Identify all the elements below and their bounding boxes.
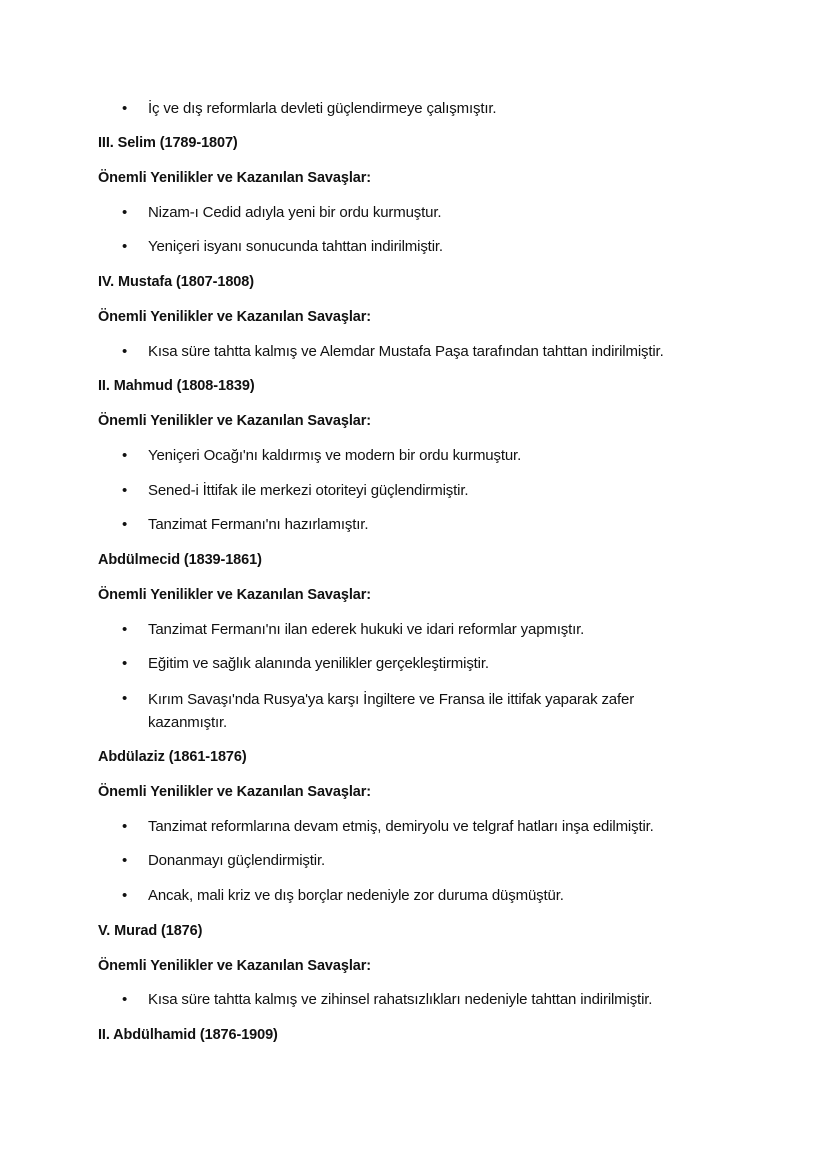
bullet-icon: • [122,204,128,221]
list-item-text: Tanzimat reformlarına devam etmiş, demiryolu ve telgraf hatları inşa edilmiştir. [148,818,654,835]
list-item-text: Tanzimat Fermanı'nı ilan ederek hukuki ve idari reformlar yapmıştır. [148,621,585,638]
list-item-text: Kısa süre tahtta kalmış ve zihinsel rahatsızlıkları nedeniyle tahttan indirilmiştir. [148,991,653,1008]
list-item-text: Sened-i İttifak ile merkezi otoriteyi güçlendirmiştir. [148,482,469,499]
bullet-icon: • [122,690,128,707]
section-title: Abdülmecid (1839-1861) [98,552,262,568]
list-item-text: Donanmayı güçlendirmiştir. [148,852,326,869]
bullet-icon: • [122,238,128,255]
bullet-icon: • [122,818,128,835]
section-title: IV. Mustafa (1807-1808) [98,274,254,290]
section-subtitle: Önemli Yenilikler ve Kazanılan Savaşlar: [98,413,371,429]
bullet-icon: • [122,482,128,499]
section-title: II. Mahmud (1808-1839) [98,378,255,394]
section-subtitle: Önemli Yenilikler ve Kazanılan Savaşlar: [98,170,371,186]
section-subtitle: Önemli Yenilikler ve Kazanılan Savaşlar: [98,784,371,800]
list-item-text: İç ve dış reformlarla devleti güçlendirmeye çalışmıştır. [148,100,497,117]
list-item-text: Kısa süre tahtta kalmış ve Alemdar Mustafa Paşa tarafından tahttan indirilmiştir. [148,343,664,360]
bullet-icon: • [122,447,128,464]
bullet-icon: • [122,991,128,1008]
section-title: III. Selim (1789-1807) [98,135,238,151]
bullet-icon: • [122,655,128,672]
list-item-text: Kırım Savaşı'nda Rusya'ya karşı İngiltere ve Fransa ile ittifak yaparak zafer kazanmıştır. [148,691,635,731]
list-item-text: Yeniçeri isyanı sonucunda tahttan indirilmiştir. [148,238,443,255]
section-subtitle: Önemli Yenilikler ve Kazanılan Savaşlar: [98,587,371,603]
list-item-text: Yeniçeri Ocağı'nı kaldırmış ve modern bir ordu kurmuştur. [148,447,522,464]
bullet-icon: • [122,621,128,638]
bullet-icon: • [122,516,128,533]
bullet-icon: • [122,887,128,904]
list-item-text: Ancak, mali kriz ve dış borçlar nedeniyle zor duruma düşmüştür. [148,887,564,904]
section-subtitle: Önemli Yenilikler ve Kazanılan Savaşlar: [98,958,371,974]
section-subtitle: Önemli Yenilikler ve Kazanılan Savaşlar: [98,309,371,325]
list-item-text: Tanzimat Fermanı'nı hazırlamıştır. [148,516,369,533]
bullet-icon: • [122,100,128,117]
list-item-text: Nizam-ı Cedid adıyla yeni bir ordu kurmuştur. [148,204,442,221]
list-item-text: Eğitim ve sağlık alanında yenilikler gerçekleştirmiştir. [148,655,489,672]
bullet-icon: • [122,343,128,360]
bullet-icon: • [122,852,128,869]
section-title: V. Murad (1876) [98,923,203,939]
section-title: II. Abdülhamid (1876-1909) [98,1027,278,1043]
section-title: Abdülaziz (1861-1876) [98,749,247,765]
